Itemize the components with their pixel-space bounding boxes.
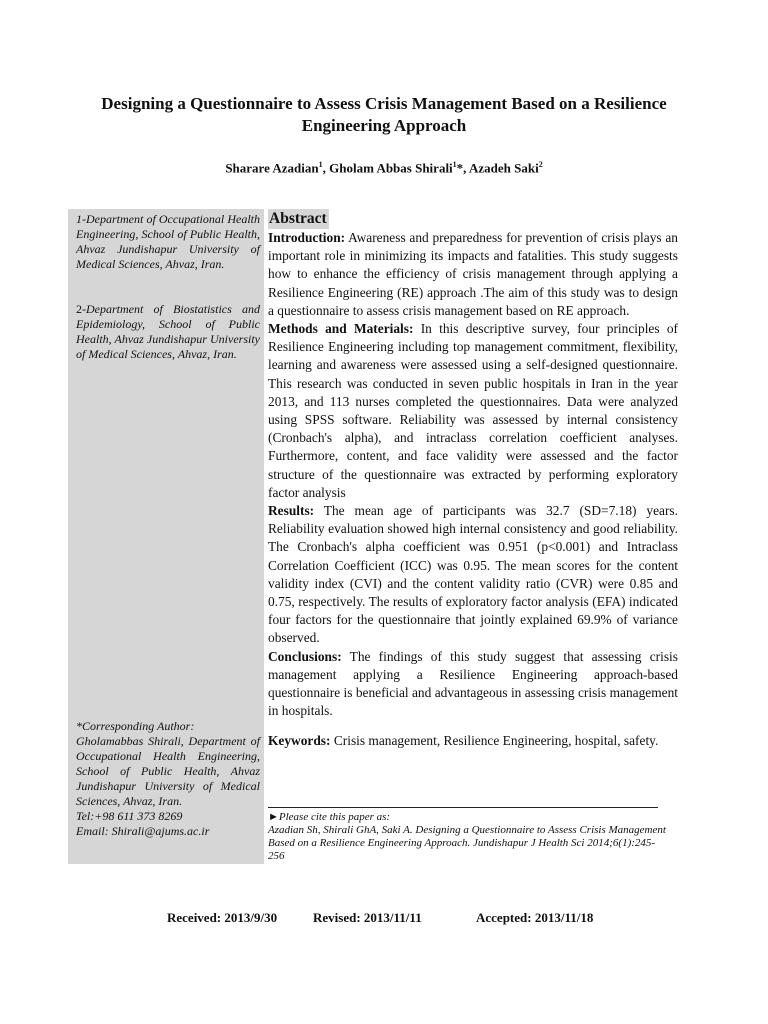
author-affiliation-marker: 1: [318, 160, 323, 169]
abstract-methods: [268, 320, 678, 502]
paper-title: Designing a Questionnaire to Assess Crisis Management Based on a Resilience Engineering Approach: [101, 94, 667, 135]
corresponding-address: Gholamabbas Shirali, Department of Occupational Health Engineering, School of Public Health, Ahvaz Jundishapur University of Medical Sciences, Ahvaz, Iran.: [76, 734, 260, 808]
conclusions-label: Conclusions:: [268, 648, 342, 664]
affiliation-2: [76, 302, 260, 362]
citation-divider: [268, 807, 658, 808]
results-label: Results:: [268, 503, 315, 519]
methods-label: Methods and Materials:: [268, 321, 414, 337]
affiliation-1: 1-Department of Occupational Health Engineering, School of Public Health, Ahvaz Jundishapur University of Medical Sciences, Ahvaz, Iran.: [76, 212, 260, 271]
received-date: Received: 2013/9/30: [167, 910, 278, 925]
author-name: Azadeh Saki: [468, 160, 539, 176]
results-text: The mean age of participants was 32.7 (SD=7.18) years. Reliability evaluation showed high internal consistency and good reliability. The Cronbach's alpha coefficient was 0.951 (p<0.001) and Intraclass Correlation Coefficient (ICC) was 0.95. The mean scores for the content validity index (CVI) and the content validity ratio (CVR) were 0.85 and 0.75, respectively. The results of exploratory factor analysis (EFA) indicated four factors for the questionnaire that jointly explained 69.9% of variance observed.: [268, 503, 678, 646]
citation-block: [268, 811, 668, 863]
author-separator: ,: [322, 160, 330, 176]
conclusions-text: The findings of this study suggest that assessing crisis management applying a Resilience Engineering approach-based questionnaire is beneficial and advantageous in assessing crisis management in hospitals.: [268, 648, 678, 719]
abstract-results: [268, 502, 678, 648]
abstract-conclusions: [268, 648, 678, 721]
author-affiliation-marker: 2: [538, 160, 543, 169]
introduction-label: Introduction:: [268, 230, 346, 245]
author-affiliation-marker: 1: [452, 160, 457, 169]
corresponding-author: [76, 719, 260, 839]
corresponding-heading: *Corresponding Author:: [76, 719, 195, 733]
affiliation-text: -Department of Biostatistics and Epidemiology, School of Public Health, Ahvaz Jundishapur University of Medical Sciences, Ahvaz, Iran.: [76, 302, 260, 361]
keywords-text: Crisis management, Resilience Engineering, hospital, safety.: [330, 733, 659, 749]
abstract-introduction: [268, 229, 678, 320]
revised-date: Revised: 2013/11/11: [313, 910, 422, 925]
abstract-keywords: [268, 732, 678, 750]
corresponding-marker: *: [456, 160, 464, 176]
author-name: Gholam Abbas Shirali: [329, 160, 453, 176]
keywords-label: Keywords:: [268, 733, 331, 749]
citation-heading: ►Please cite this paper as:: [268, 811, 391, 823]
affiliation-number: 2: [76, 302, 82, 316]
methods-text: In this descriptive survey, four principles of Resilience Engineering including top management commitment, flexibility, learning and awareness were assessed using a self-designed questionnaire. This research was conducted in seven public hospitals in Iran in the year 2013, and 113 nurses completed the questionnaires. Data were analyzed using SPSS software. Reliability was assessed by internal consistency (Cronbach's alpha), and intraclass correlation coefficient analyses. Furthermore, content, and face validity were assessed and the factor structure of the questionnaire was extracted by performing exploratory factor analysis: [268, 321, 678, 500]
corresponding-tel: Tel:+98 611 373 8269: [76, 809, 183, 823]
author-name: Sharare Azadian: [225, 160, 319, 176]
abstract-heading: Abstract: [269, 210, 327, 227]
corresponding-email: Email: Shirali@ajums.ac.ir: [76, 824, 210, 838]
author-list: [60, 160, 708, 176]
introduction-text: Awareness and preparedness for prevention of crisis plays an important role in minimizing its impacts and fatalities. This study suggests how to enhance the efficiency of crisis management through applying a Resilience Engineering (RE) approach .The aim of this study was to design a questionnaire to assess crisis management based on RE approach.: [268, 230, 678, 318]
citation-text: Azadian Sh, Shirali GhA, Saki A. Designing a Questionnaire to Assess Crisis Management Based on a Resilience Engineering Approach. Jundishapur J Health Sci 2014;6(1):245-256: [268, 824, 666, 862]
abstract: [268, 209, 678, 751]
accepted-date: Accepted: 2013/11/18: [476, 910, 594, 925]
author-separator: ,: [463, 160, 469, 176]
